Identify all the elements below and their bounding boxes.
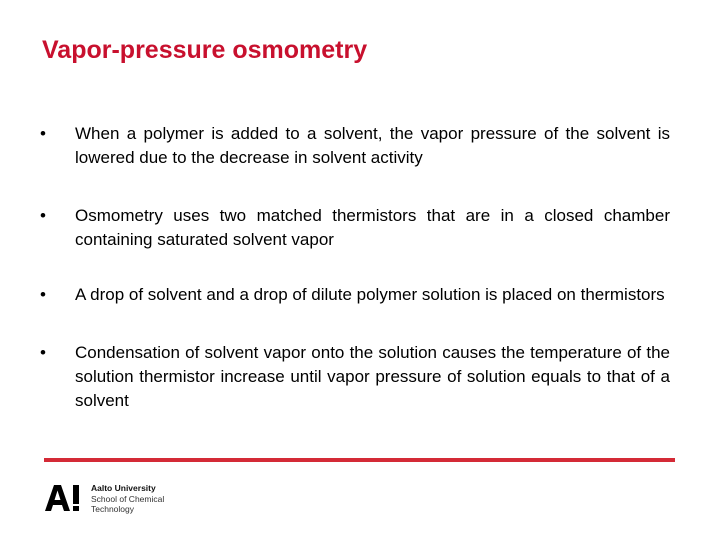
bullet-text: Condensation of solvent vapor onto the solution causes the temperature of the solution thermistor increase until vapor pressure of solution equals to that of a solvent	[75, 343, 670, 410]
aalto-logo-icon	[44, 481, 88, 517]
aalto-logo	[44, 481, 204, 517]
slide-title: Vapor-pressure osmometry	[42, 36, 368, 64]
bullet-icon: •	[40, 285, 46, 304]
logo-text	[91, 483, 164, 515]
bullet-text: Osmometry uses two matched thermistors that are in a closed chamber containing saturated solvent vapor	[75, 206, 670, 249]
logo-line-school: School of Chemical	[91, 493, 165, 504]
bullet-text: A drop of solvent and a drop of dilute polymer solution is placed on thermistors	[75, 285, 665, 304]
logo-exclamation-dot	[73, 506, 79, 511]
footer-divider	[44, 458, 675, 462]
bullet-item	[36, 204, 670, 252]
logo-letter-a	[45, 485, 70, 511]
bullet-icon: •	[40, 124, 46, 143]
logo-exclamation-bar	[73, 485, 79, 504]
logo-line-university: Aalto University	[91, 483, 156, 493]
logo-line-technology: Technology	[91, 504, 135, 514]
bullet-item	[36, 283, 670, 307]
bullet-item	[36, 122, 670, 170]
bullet-icon: •	[40, 343, 46, 362]
bullet-icon: •	[40, 206, 46, 225]
bullet-text: When a polymer is added to a solvent, the vapor pressure of the solvent is lowered due to the decrease in solvent activity	[75, 124, 670, 167]
bullet-item	[36, 341, 670, 413]
bullet-list	[36, 122, 670, 447]
